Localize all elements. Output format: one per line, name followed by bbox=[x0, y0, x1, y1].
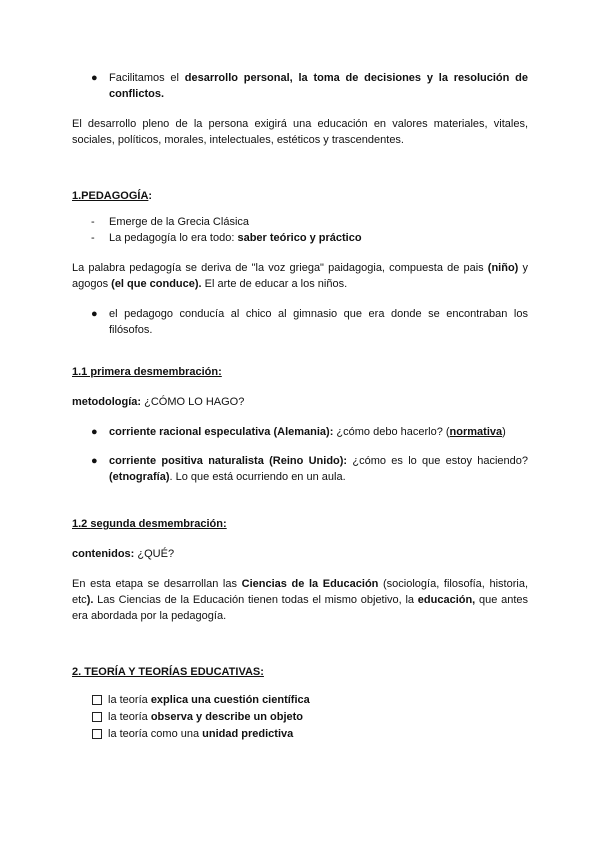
bullet-racional-post: ) bbox=[502, 426, 506, 438]
heading-2: 2. TEORÍA Y TEORÍAS EDUCATIVAS: bbox=[72, 666, 264, 678]
checkbox-item-pre: la teoría bbox=[108, 694, 151, 706]
label-contenidos bbox=[72, 546, 528, 562]
para-ciencias-bold1: Ciencias de la Educación bbox=[241, 578, 379, 590]
dash-item-2-pre: La pedagogía lo era todo: bbox=[109, 232, 238, 244]
label-metodologia bbox=[72, 394, 528, 410]
para-pedagogia-post: El arte de educar a los niños. bbox=[201, 278, 348, 290]
label-contenidos-rest: ¿QUÉ? bbox=[134, 548, 175, 560]
heading-1-1: 1.1 primera desmembración: bbox=[72, 366, 222, 378]
dash-icon: - bbox=[91, 232, 95, 244]
bullet-racional bbox=[72, 424, 528, 440]
bullet-positiva-post: . Lo que está ocurriendo en un aula. bbox=[169, 471, 346, 483]
checkbox-item-bold: explica una cuestión científica bbox=[150, 694, 310, 706]
para-ciencias-bold3: educación, bbox=[417, 594, 476, 606]
checkbox-list bbox=[72, 692, 528, 743]
checkbox-icon[interactable] bbox=[92, 712, 102, 722]
para-pedagogia-pre: La palabra pedagogía se deriva de "la voz griega" paidagogia, compuesta de pais bbox=[72, 262, 488, 274]
bullet-intro bbox=[72, 70, 528, 102]
bullet-dot-icon: ● bbox=[91, 72, 98, 84]
para-ciencias-mid1: (sociología, filosofía, historia, etc bbox=[72, 578, 528, 606]
para-ciencias bbox=[72, 576, 528, 624]
heading-pedagogia bbox=[72, 188, 528, 204]
para-ciencias-pre: En esta etapa se desarrollan las bbox=[72, 578, 242, 590]
bullet-dot-icon: ● bbox=[91, 308, 98, 320]
para-pedagogia bbox=[72, 260, 528, 292]
dash-item-2-bold: saber teórico y práctico bbox=[237, 232, 362, 244]
checkbox-item-pre: la teoría como una bbox=[108, 728, 203, 740]
bullet-racional-pre: ¿cómo debo hacerlo? ( bbox=[333, 426, 450, 438]
bullet-intro-bold: desarrollo personal, la toma de decisiones y la resolución de conflictos. bbox=[109, 72, 529, 100]
bullet-pedagogo-text: el pedagogo conducía al chico al gimnasio que era donde se encontraban los filósofos. bbox=[109, 308, 528, 336]
label-contenidos-bold: contenidos: bbox=[72, 548, 135, 560]
checkbox-item bbox=[72, 692, 528, 709]
bullet-positiva-bold: corriente positiva naturalista (Reino Unido): bbox=[109, 455, 348, 467]
checkbox-icon[interactable] bbox=[92, 695, 102, 705]
checkbox-item-pre: la teoría bbox=[108, 711, 151, 723]
label-metodologia-bold: metodología: bbox=[72, 396, 142, 408]
label-metodologia-rest: ¿CÓMO LO HAGO? bbox=[141, 396, 245, 408]
checkbox-icon[interactable] bbox=[92, 729, 102, 739]
bullet-intro-pre: Facilitamos el bbox=[109, 72, 185, 84]
checkbox-item-bold: unidad predictiva bbox=[202, 728, 294, 740]
document-page bbox=[72, 70, 528, 743]
bullet-positiva-pre: ¿cómo es lo que estoy haciendo? bbox=[347, 455, 529, 467]
bullet-positiva-bold2: (etnografía) bbox=[109, 471, 170, 483]
dash-item-1-text: Emerge de la Grecia Clásica bbox=[109, 216, 250, 228]
dash-item-2 bbox=[72, 230, 528, 246]
para-ciencias-mid2: Las Ciencias de la Educación tienen todas el mismo objetivo, la bbox=[93, 594, 418, 606]
bullet-dot-icon: ● bbox=[91, 426, 98, 438]
bullet-racional-underline: normativa bbox=[449, 426, 503, 438]
dash-item-1 bbox=[72, 214, 528, 230]
para-pedagogia-mid: y agogos bbox=[72, 262, 528, 290]
para-pedagogia-bold1: (niño) bbox=[487, 262, 519, 274]
heading-pedagogia-text: 1.PEDAGOGÍA bbox=[72, 190, 149, 202]
bullet-racional-bold: corriente racional especulativa (Alemania): bbox=[109, 426, 334, 438]
bullet-pedagogo bbox=[72, 306, 528, 338]
dash-icon: - bbox=[91, 216, 95, 228]
heading-1-2: 1.2 segunda desmembración: bbox=[72, 518, 227, 530]
para-pedagogia-bold2: (el que conduce). bbox=[111, 278, 202, 290]
para-desarrollo: El desarrollo pleno de la persona exigirá una educación en valores materiales, vitales, sociales, políticos, morales, intelectuales, estéticos y trascendentes. bbox=[72, 118, 528, 146]
bullet-dot-icon: ● bbox=[91, 455, 98, 467]
checkbox-item bbox=[72, 709, 528, 726]
checkbox-item-bold: observa y describe un objeto bbox=[150, 711, 304, 723]
heading-pedagogia-colon: : bbox=[148, 190, 153, 202]
para-ciencias-bold2: ). bbox=[86, 594, 94, 606]
checkbox-item bbox=[72, 726, 528, 743]
para-ciencias-post: que antes era abordada por la pedagogía. bbox=[72, 594, 528, 622]
bullet-positiva bbox=[72, 453, 528, 485]
